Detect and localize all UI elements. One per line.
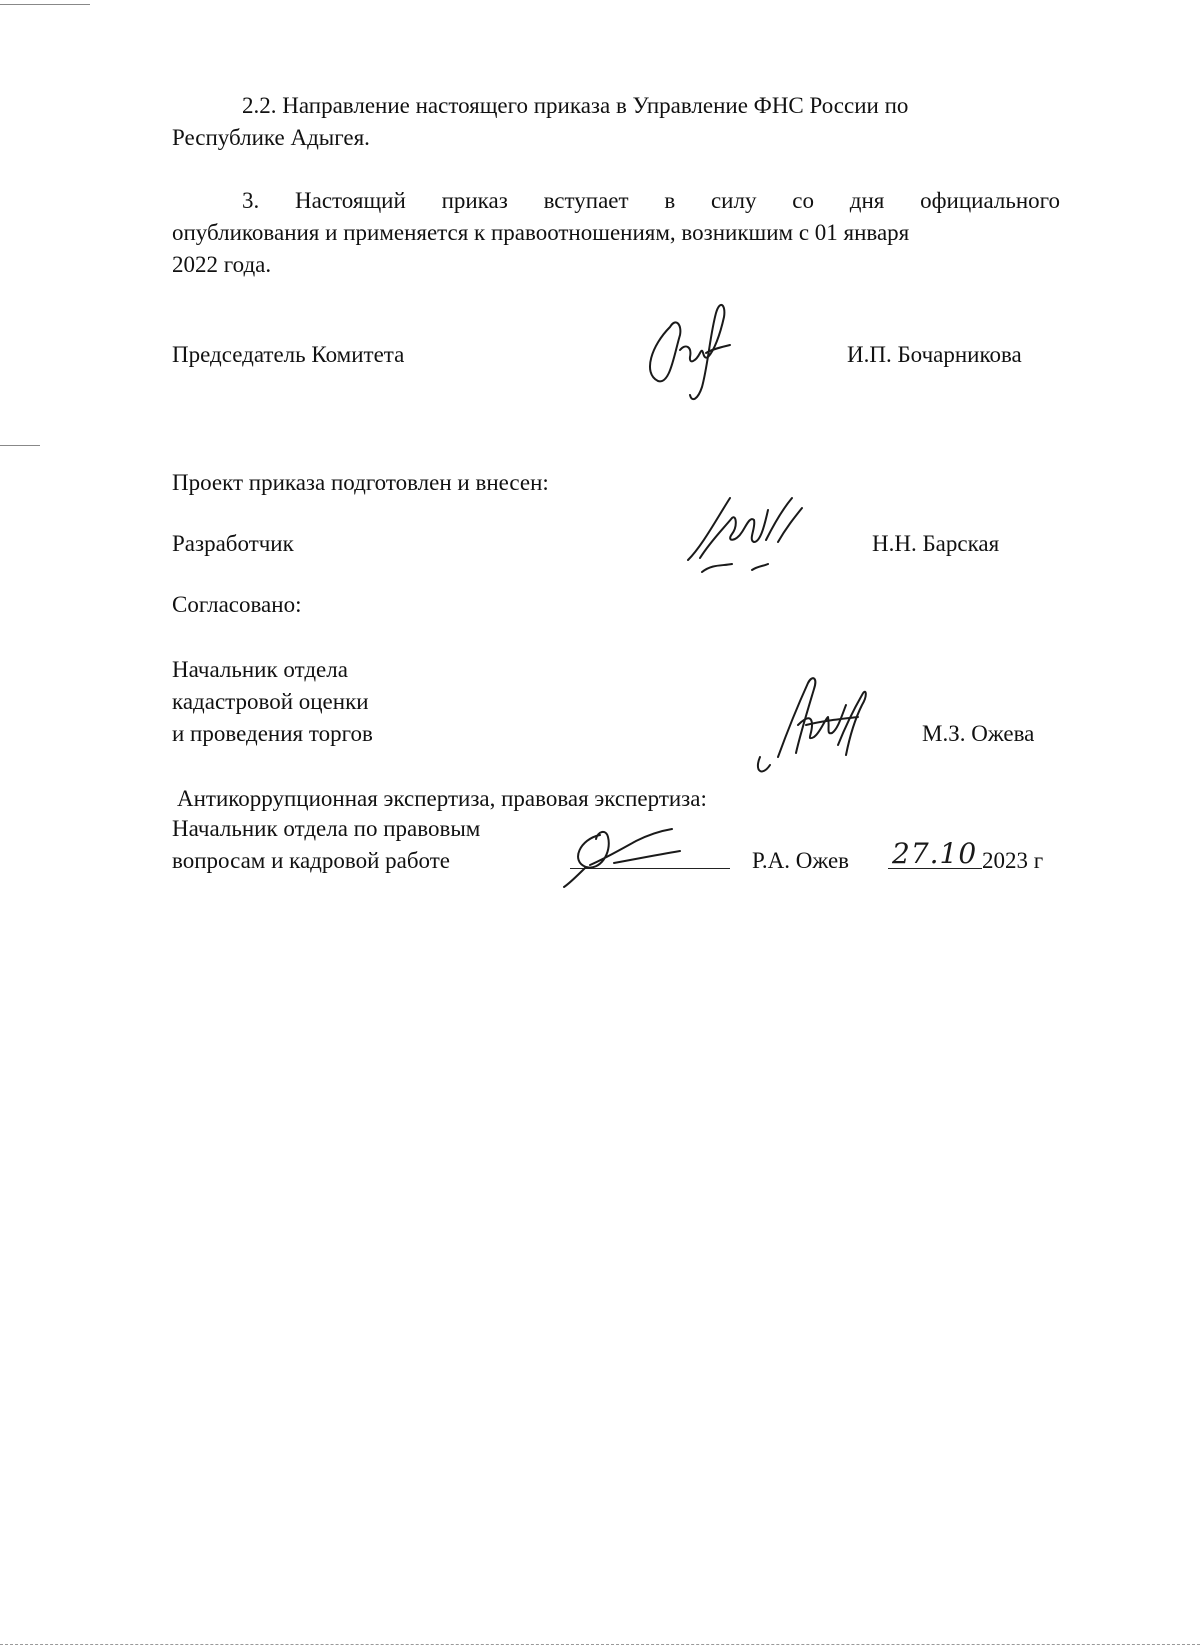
paragraph-3-line-3: 2022 года. — [172, 252, 272, 277]
paragraph-3-line-2: опубликования и применяется к правоотношениям, возникшим с 01 января — [172, 220, 910, 245]
legal-name: Р.А. Ожев — [752, 848, 850, 873]
developer-role: Разработчик — [172, 531, 294, 556]
developer-signature — [682, 480, 812, 580]
legal-date-suffix: 2023 г — [982, 848, 1044, 873]
legal-signature — [560, 815, 710, 895]
legal-title-line-1: Начальник отдела по правовым — [172, 816, 481, 841]
project-heading: Проект приказа подготовлен и внесен: — [172, 470, 549, 495]
paragraph-2-2-line-1: 2.2. Направление настоящего приказа в Управление ФНС России по — [242, 93, 909, 118]
legal-title-line-2: вопросам и кадровой работе — [172, 848, 451, 873]
chairman-signature — [640, 295, 750, 415]
chairman-name: И.П. Бочарникова — [847, 342, 1022, 367]
chairman-title: Председатель Комитета — [172, 342, 405, 367]
scan-artifact-top — [0, 4, 90, 5]
cadastral-name: М.З. Ожева — [922, 721, 1035, 746]
developer-name: Н.Н. Барская — [872, 531, 1000, 556]
scan-artifact-bottom — [0, 1644, 1200, 1645]
expertise-heading: Антикоррупционная экспертиза, правовая экспертиза: — [177, 786, 707, 811]
legal-signature-line — [570, 868, 730, 869]
cadastral-title-line-3: и проведения торгов — [172, 721, 373, 746]
cadastral-signature — [750, 665, 890, 780]
legal-date-handwritten: 27.10 — [892, 837, 978, 870]
scan-artifact-left — [0, 445, 40, 446]
cadastral-title-line-1: Начальник отдела — [172, 657, 348, 682]
agreed-heading: Согласовано: — [172, 592, 302, 617]
paragraph-2-2-line-2: Республике Адыгея. — [172, 125, 370, 150]
cadastral-title-line-2: кадастровой оценки — [172, 689, 369, 714]
paragraph-3-line-1: 3. Настоящий приказ вступает в силу со дня официального — [242, 188, 1060, 213]
legal-date-underline — [888, 868, 982, 869]
